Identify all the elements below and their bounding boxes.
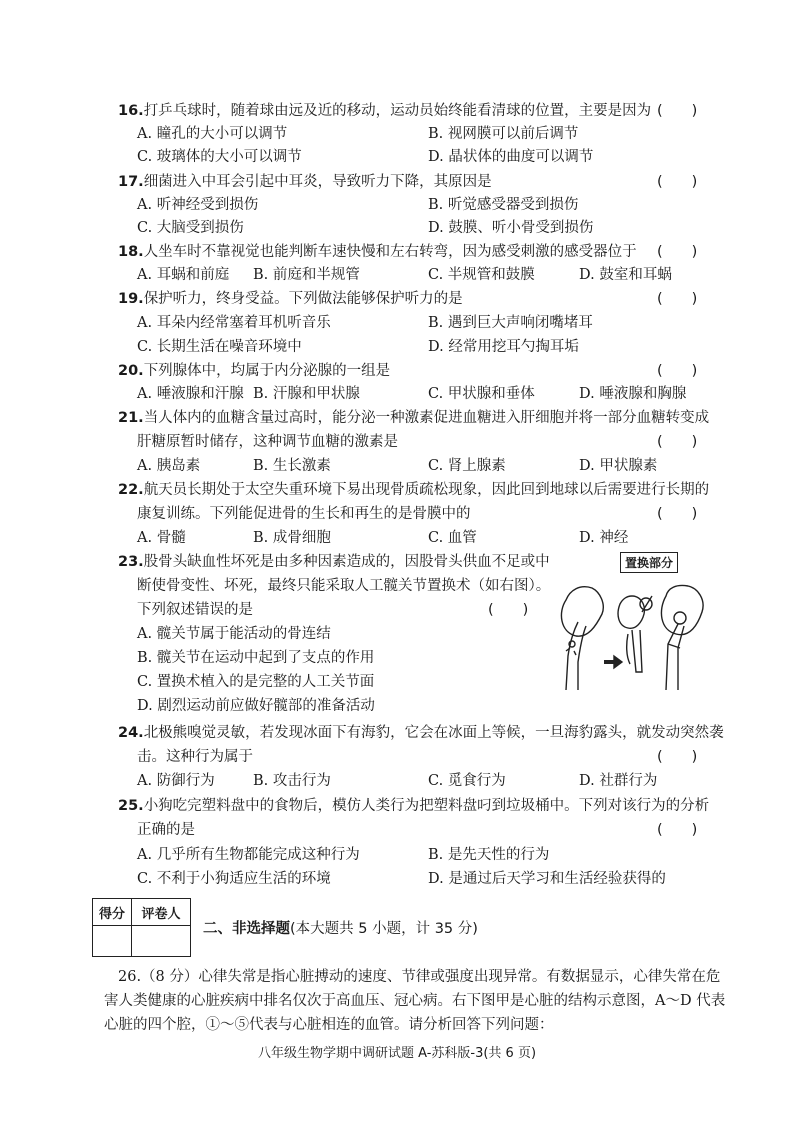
option-d: D. 剧烈运动前应做好髋部的准备活动 bbox=[137, 698, 375, 714]
option-a: A. 髋关节属于能活动的骨连结 bbox=[137, 626, 331, 642]
answer-paren-22: ( ) bbox=[657, 506, 698, 522]
question-21-line2: 肝糖原暂时储存，这种调节血糖的激素是 bbox=[137, 434, 398, 450]
option-d: D. 经常用挖耳勺掏耳垢 bbox=[428, 339, 579, 355]
score-cell[interactable] bbox=[93, 926, 132, 957]
hip-replacement-figure bbox=[548, 552, 720, 692]
options-20 bbox=[137, 384, 717, 404]
option-c: C. 玻璃体的大小可以调节 bbox=[137, 149, 302, 165]
question-19: 19.保护听力，终身受益。下列做法能够保护听力的是 bbox=[118, 291, 463, 307]
answer-paren-25: ( ) bbox=[657, 822, 698, 838]
question-16: 16.打乒乓球时，随着球由远及近的移动，运动员始终能看清球的位置，主要是因为 bbox=[118, 103, 652, 119]
question-23-line3: 下列叙述错误的是 bbox=[137, 602, 253, 618]
grader-header: 评卷人 bbox=[132, 899, 191, 926]
question-24: 24.北极熊嗅觉灵敏，若发现冰面下有海豹，它会在冰面上等候，一旦海豹露头，就发动突然袭 bbox=[118, 725, 724, 741]
options-25 bbox=[137, 845, 717, 865]
score-header: 得分 bbox=[93, 899, 132, 926]
option-d: D. 晶状体的曲度可以调节 bbox=[428, 149, 594, 165]
option-c: C. 肾上腺素 bbox=[428, 458, 506, 474]
question-22-line2: 康复训练。下列能促进骨的生长和再生的是骨膜中的 bbox=[137, 506, 471, 522]
question-25-line2: 正确的是 bbox=[137, 822, 195, 838]
options-16 bbox=[137, 124, 717, 144]
option-b: B. 生长激素 bbox=[253, 458, 331, 474]
option-d: D. 社群行为 bbox=[579, 773, 658, 789]
question-26-line2: 害人类健康的心脏疾病中排名仅次于高血压、冠心病。右下图甲是心脏的结构示意图，A～D 代表 bbox=[104, 993, 726, 1009]
question-20: 20.下列腺体中，均属于内分泌腺的一组是 bbox=[118, 363, 391, 379]
option-d: D. 甲状腺素 bbox=[579, 458, 658, 474]
question-23-line2: 断使骨变性、坏死，最终只能采取人工髋关节置换术（如右图）。 bbox=[137, 578, 551, 594]
option-d: D. 鼓室和耳蜗 bbox=[579, 267, 672, 283]
option-b: B. 髋关节在运动中起到了支点的作用 bbox=[137, 650, 375, 666]
section-heading: 二、非选择题(本大题共 5 小题，计 35 分) bbox=[203, 921, 478, 937]
answer-paren-23: ( ) bbox=[488, 602, 529, 618]
answer-paren-16: ( ) bbox=[657, 103, 698, 119]
option-a: A. 耳蜗和前庭 bbox=[137, 267, 230, 283]
option-a: A. 骨髓 bbox=[137, 530, 186, 546]
options-17b bbox=[137, 218, 717, 238]
answer-paren-17: ( ) bbox=[657, 174, 698, 190]
option-a: A. 听神经受到损伤 bbox=[137, 197, 259, 213]
answer-paren-24: ( ) bbox=[657, 749, 698, 765]
question-26-line3: 心脏的四个腔，①～⑤代表与心脏相连的血管。请分析回答下列问题： bbox=[104, 1017, 554, 1033]
option-c: C. 觅食行为 bbox=[428, 773, 506, 789]
question-24-line2: 击。这种行为属于 bbox=[137, 749, 253, 765]
option-a: A. 瞳孔的大小可以调节 bbox=[137, 126, 288, 142]
figure-label: 置换部分 bbox=[620, 552, 678, 573]
option-b: B. 视网膜可以前后调节 bbox=[428, 126, 579, 142]
page-footer: 八年级生物学期中调研试题 A-苏科版-3(共 6 页) bbox=[257, 1046, 537, 1061]
option-a: A. 防御行为 bbox=[137, 773, 215, 789]
option-c: C. 置换术植入的是完整的人工关节面 bbox=[137, 674, 375, 690]
option-c: C. 血管 bbox=[428, 530, 477, 546]
question-22: 22.航天员长期处于太空失重环境下易出现骨质疏松现象，因此回到地球以后需要进行长期的 bbox=[118, 482, 710, 498]
options-21 bbox=[137, 456, 717, 476]
option-d: D. 神经 bbox=[579, 530, 629, 546]
question-23: 23.股骨头缺血性坏死是由多种因素造成的，因股骨头供血不足或中 bbox=[118, 554, 550, 570]
options-17 bbox=[137, 195, 717, 215]
option-d: D. 唾液腺和胸腺 bbox=[579, 386, 687, 402]
option-a: A. 唾液腺和汗腺 bbox=[137, 386, 244, 402]
option-c: C. 甲状腺和垂体 bbox=[428, 386, 535, 402]
option-a: A. 胰岛素 bbox=[137, 458, 201, 474]
question-26-line1: 26.（8 分）心律失常是指心脏搏动的速度、节律或强度出现异常。有数据显示，心律失常在危 bbox=[118, 969, 721, 985]
option-b: B. 前庭和半规管 bbox=[253, 267, 360, 283]
options-19b bbox=[137, 337, 717, 357]
option-b: B. 成骨细胞 bbox=[253, 530, 331, 546]
question-17: 17.细菌进入中耳会引起中耳炎，导致听力下降，其原因是 bbox=[118, 174, 492, 190]
options-25b bbox=[137, 869, 717, 889]
hip-bone-illustration bbox=[548, 552, 720, 692]
options-24 bbox=[137, 771, 717, 791]
option-c: C. 大脑受到损伤 bbox=[137, 220, 244, 236]
option-d: D. 鼓膜、听小骨受到损伤 bbox=[428, 220, 594, 236]
option-b: B. 攻击行为 bbox=[253, 773, 331, 789]
question-21: 21.当人体内的血糖含量过高时，能分泌一种激素促进血糖进入肝细胞并将一部分血糖转变成 bbox=[118, 410, 710, 426]
options-22 bbox=[137, 528, 717, 548]
answer-paren-20: ( ) bbox=[657, 363, 698, 379]
options-19 bbox=[137, 313, 717, 333]
option-d: D. 是通过后天学习和生活经验获得的 bbox=[428, 871, 666, 887]
option-c: C. 半规管和鼓膜 bbox=[428, 267, 535, 283]
question-25: 25.小狗吃完塑料盘中的食物后，模仿人类行为把塑料盘叼到垃圾桶中。下列对该行为的分析 bbox=[118, 798, 710, 814]
option-b: B. 是先天性的行为 bbox=[428, 847, 550, 863]
option-a: A. 几乎所有生物都能完成这种行为 bbox=[137, 847, 360, 863]
option-a: A. 耳朵内经常塞着耳机听音乐 bbox=[137, 315, 331, 331]
option-b: B. 遇到巨大声响闭嘴堵耳 bbox=[428, 315, 593, 331]
question-18: 18.人坐车时不靠视觉也能判断车速快慢和左右转弯，因为感受刺激的感受器位于 bbox=[118, 244, 637, 260]
answer-paren-18: ( ) bbox=[657, 244, 698, 260]
option-c: C. 不利于小狗适应生活的环境 bbox=[137, 871, 331, 887]
option-b: B. 汗腺和甲状腺 bbox=[253, 386, 360, 402]
answer-paren-19: ( ) bbox=[657, 291, 698, 307]
grader-cell[interactable] bbox=[132, 926, 191, 957]
option-b: B. 听觉感受器受到损伤 bbox=[428, 197, 579, 213]
option-c: C. 长期生活在噪音环境中 bbox=[137, 339, 302, 355]
score-table bbox=[92, 898, 191, 957]
options-16b bbox=[137, 147, 717, 167]
answer-paren-21: ( ) bbox=[657, 434, 698, 450]
options-18 bbox=[137, 265, 717, 285]
